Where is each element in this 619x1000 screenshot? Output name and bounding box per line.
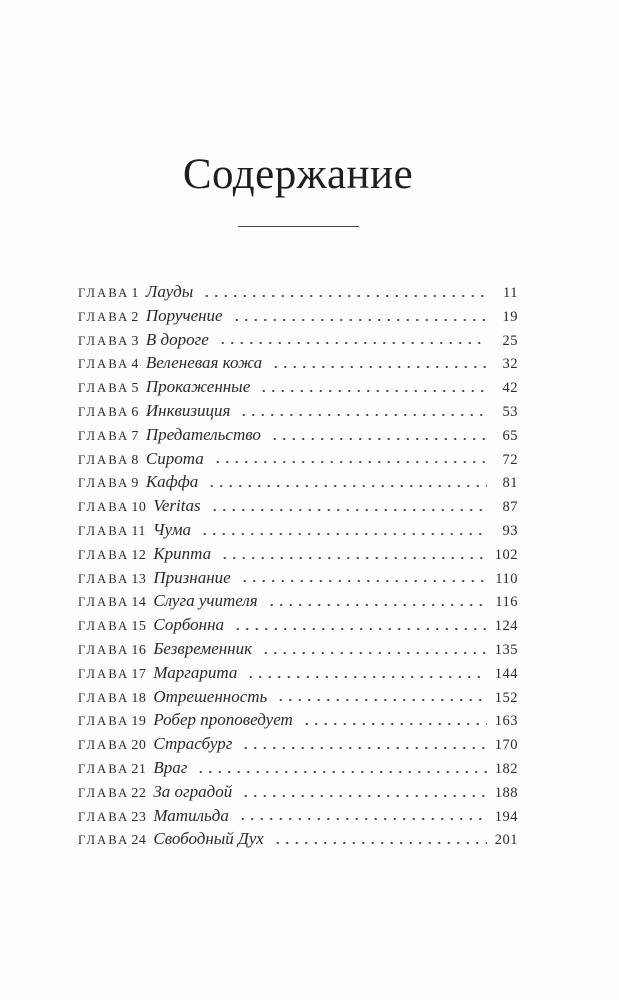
dot-leader: [239, 780, 487, 804]
toc-entry[interactable]: [78, 423, 518, 447]
page-number: 93: [502, 522, 518, 539]
toc-entry[interactable]: [78, 447, 518, 471]
chapter-label: ГЛАВА: [78, 714, 130, 729]
chapter-title: Маргарита: [153, 662, 238, 682]
chapter-label: ГЛАВА: [78, 333, 130, 348]
chapter-number: 20: [131, 738, 147, 754]
page-number: 124: [494, 618, 518, 635]
page-number: 194: [494, 808, 518, 825]
page-number: 144: [494, 665, 518, 682]
chapter-number: 11: [131, 523, 146, 539]
chapter-label: ГЛАВА: [78, 619, 130, 634]
page-number: 53: [502, 403, 518, 420]
toc-entry[interactable]: [78, 494, 518, 518]
page-number: 65: [502, 427, 518, 444]
page-number: 152: [494, 689, 518, 706]
dot-leader: [237, 399, 487, 423]
chapter-title: Враг: [153, 757, 188, 777]
page-number: 188: [494, 784, 518, 801]
chapter-title: За оградой: [153, 781, 233, 801]
chapter-label: ГЛАВА: [78, 500, 130, 515]
chapter-number: 2: [131, 309, 139, 325]
toc-entry[interactable]: [78, 328, 518, 352]
dot-leader: [271, 827, 487, 851]
chapter-title: Отрешенность: [153, 686, 268, 706]
chapter-label: ГЛАВА: [78, 286, 130, 300]
chapter-title: Предательство: [145, 424, 261, 444]
dot-leader: [216, 328, 487, 352]
toc-entry[interactable]: [78, 732, 518, 756]
dot-leader: [239, 732, 487, 756]
chapter-number: 4: [131, 357, 139, 373]
chapter-title: Веленевая кожа: [145, 353, 263, 373]
dot-leader: [259, 637, 487, 661]
chapter-number: 9: [131, 476, 139, 492]
toc-entry[interactable]: [78, 661, 518, 685]
chapter-title: Слуга учителя: [153, 591, 258, 611]
dot-leader: [257, 375, 487, 399]
chapter-number: 7: [131, 428, 139, 444]
dot-leader: [218, 542, 487, 566]
page-title: Содержание: [182, 151, 414, 198]
toc-entry[interactable]: [78, 637, 518, 661]
chapter-label: ГЛАВА: [78, 523, 130, 538]
chapter-label: ГЛАВА: [78, 476, 130, 491]
dot-leader: [244, 661, 487, 685]
page-number: 201: [494, 832, 518, 849]
dot-leader: [268, 423, 487, 447]
dot-leader: [300, 708, 487, 732]
dot-leader: [194, 756, 487, 780]
chapter-title: Робер проповедует: [153, 710, 293, 730]
toc-entry[interactable]: [78, 685, 518, 709]
chapter-number: 19: [131, 714, 147, 730]
dot-leader: [200, 280, 487, 304]
toc-entry[interactable]: [78, 375, 518, 399]
chapter-number: 18: [131, 690, 147, 706]
chapter-label: ГЛАВА: [78, 452, 130, 467]
chapter-label: ГЛАВА: [78, 809, 130, 824]
toc-entry[interactable]: [78, 518, 518, 542]
chapter-title: Матильда: [153, 805, 229, 825]
page-number: 11: [503, 285, 518, 301]
chapter-number: 12: [131, 547, 147, 563]
page-number: 163: [494, 713, 518, 730]
chapter-number: 1: [131, 286, 139, 301]
chapter-title: Прокаженные: [145, 377, 251, 397]
chapter-number: 3: [131, 333, 139, 349]
chapter-title: Свободный Дух: [153, 829, 264, 849]
chapter-label: ГЛАВА: [78, 547, 130, 562]
chapter-title: Признание: [153, 567, 231, 587]
page-number: 116: [495, 594, 518, 611]
chapter-title: Лауды: [145, 282, 194, 301]
chapter-label: ГЛАВА: [78, 595, 130, 610]
chapter-number: 22: [131, 785, 147, 801]
toc-entry[interactable]: [78, 708, 518, 732]
toc-entry[interactable]: [78, 756, 518, 780]
page-number: 32: [502, 356, 518, 373]
page-number: 135: [494, 641, 518, 658]
chapter-label: ГЛАВА: [78, 666, 130, 681]
chapter-label: ГЛАВА: [78, 357, 130, 372]
chapter-number: 15: [131, 619, 147, 635]
chapter-number: 14: [131, 595, 147, 611]
dot-leader: [238, 566, 487, 590]
page-number: 87: [502, 499, 518, 516]
chapter-number: 5: [131, 381, 139, 397]
chapter-label: ГЛАВА: [78, 785, 130, 800]
content-column: [78, 0, 518, 851]
chapter-label: ГЛАВА: [78, 738, 130, 753]
chapter-label: ГЛАВА: [78, 690, 130, 705]
toc-list: [78, 280, 518, 851]
chapter-title: Сорбонна: [153, 615, 225, 635]
dot-leader: [231, 613, 487, 637]
page-number: 81: [502, 475, 518, 492]
dot-leader: [205, 470, 487, 494]
chapter-label: ГЛАВА: [78, 642, 130, 657]
dot-leader: [211, 447, 487, 471]
page-number: 182: [494, 760, 518, 777]
page-number: 110: [495, 570, 518, 587]
toc-entry[interactable]: [78, 304, 518, 328]
dot-leader: [230, 304, 487, 328]
chapter-title: Каффа: [145, 472, 199, 492]
chapter-number: 21: [131, 761, 147, 777]
chapter-title: В дороге: [145, 329, 209, 349]
chapter-label: ГЛАВА: [78, 428, 130, 443]
page-number: 170: [494, 737, 518, 754]
chapter-title: Инквизиция: [145, 400, 231, 420]
toc-entry[interactable]: [78, 280, 518, 304]
toc-entry[interactable]: [78, 470, 518, 494]
toc-entry[interactable]: [78, 542, 518, 566]
dot-leader: [274, 685, 487, 709]
toc-entry[interactable]: [78, 613, 518, 637]
chapter-number: 13: [131, 571, 147, 587]
toc-entry[interactable]: [78, 399, 518, 423]
chapter-title: Сирота: [145, 448, 204, 468]
chapter-number: 23: [131, 809, 147, 825]
chapter-label: ГЛАВА: [78, 761, 130, 776]
toc-entry[interactable]: [78, 804, 518, 828]
dot-leader: [236, 804, 487, 828]
toc-entry[interactable]: [78, 351, 518, 375]
chapter-number: 17: [131, 666, 147, 682]
chapter-title: Поручение: [145, 305, 223, 325]
page-number: 72: [502, 451, 518, 468]
chapter-title: Безвременник: [153, 638, 253, 658]
chapter-title: Крипта: [153, 543, 212, 563]
chapter-label: ГЛАВА: [78, 571, 130, 586]
chapter-title: Чума: [152, 519, 192, 539]
chapter-number: 24: [131, 833, 147, 849]
toc-entry[interactable]: [78, 780, 518, 804]
dot-leader: [269, 351, 487, 375]
page-number: 25: [502, 332, 518, 349]
chapter-label: ГЛАВА: [78, 404, 130, 419]
chapter-label: ГЛАВА: [78, 381, 130, 396]
chapter-number: 16: [131, 642, 147, 658]
chapter-number: 10: [131, 500, 147, 516]
page-number: 102: [494, 546, 518, 563]
toc-entry[interactable]: [78, 589, 518, 613]
page-number: 42: [502, 380, 518, 397]
chapter-number: 8: [131, 452, 139, 468]
chapter-title: Страсбург: [153, 734, 233, 754]
toc-entry[interactable]: [78, 566, 518, 590]
dot-leader: [208, 494, 487, 518]
chapter-title: Veritas: [153, 496, 201, 516]
dot-leader: [265, 589, 487, 613]
title-divider: [238, 226, 359, 227]
toc-entry[interactable]: [78, 827, 518, 851]
page-number: 19: [502, 308, 518, 325]
dot-leader: [198, 518, 487, 542]
chapter-label: ГЛАВА: [78, 833, 130, 848]
chapter-number: 6: [131, 404, 139, 420]
chapter-label: ГЛАВА: [78, 309, 130, 324]
